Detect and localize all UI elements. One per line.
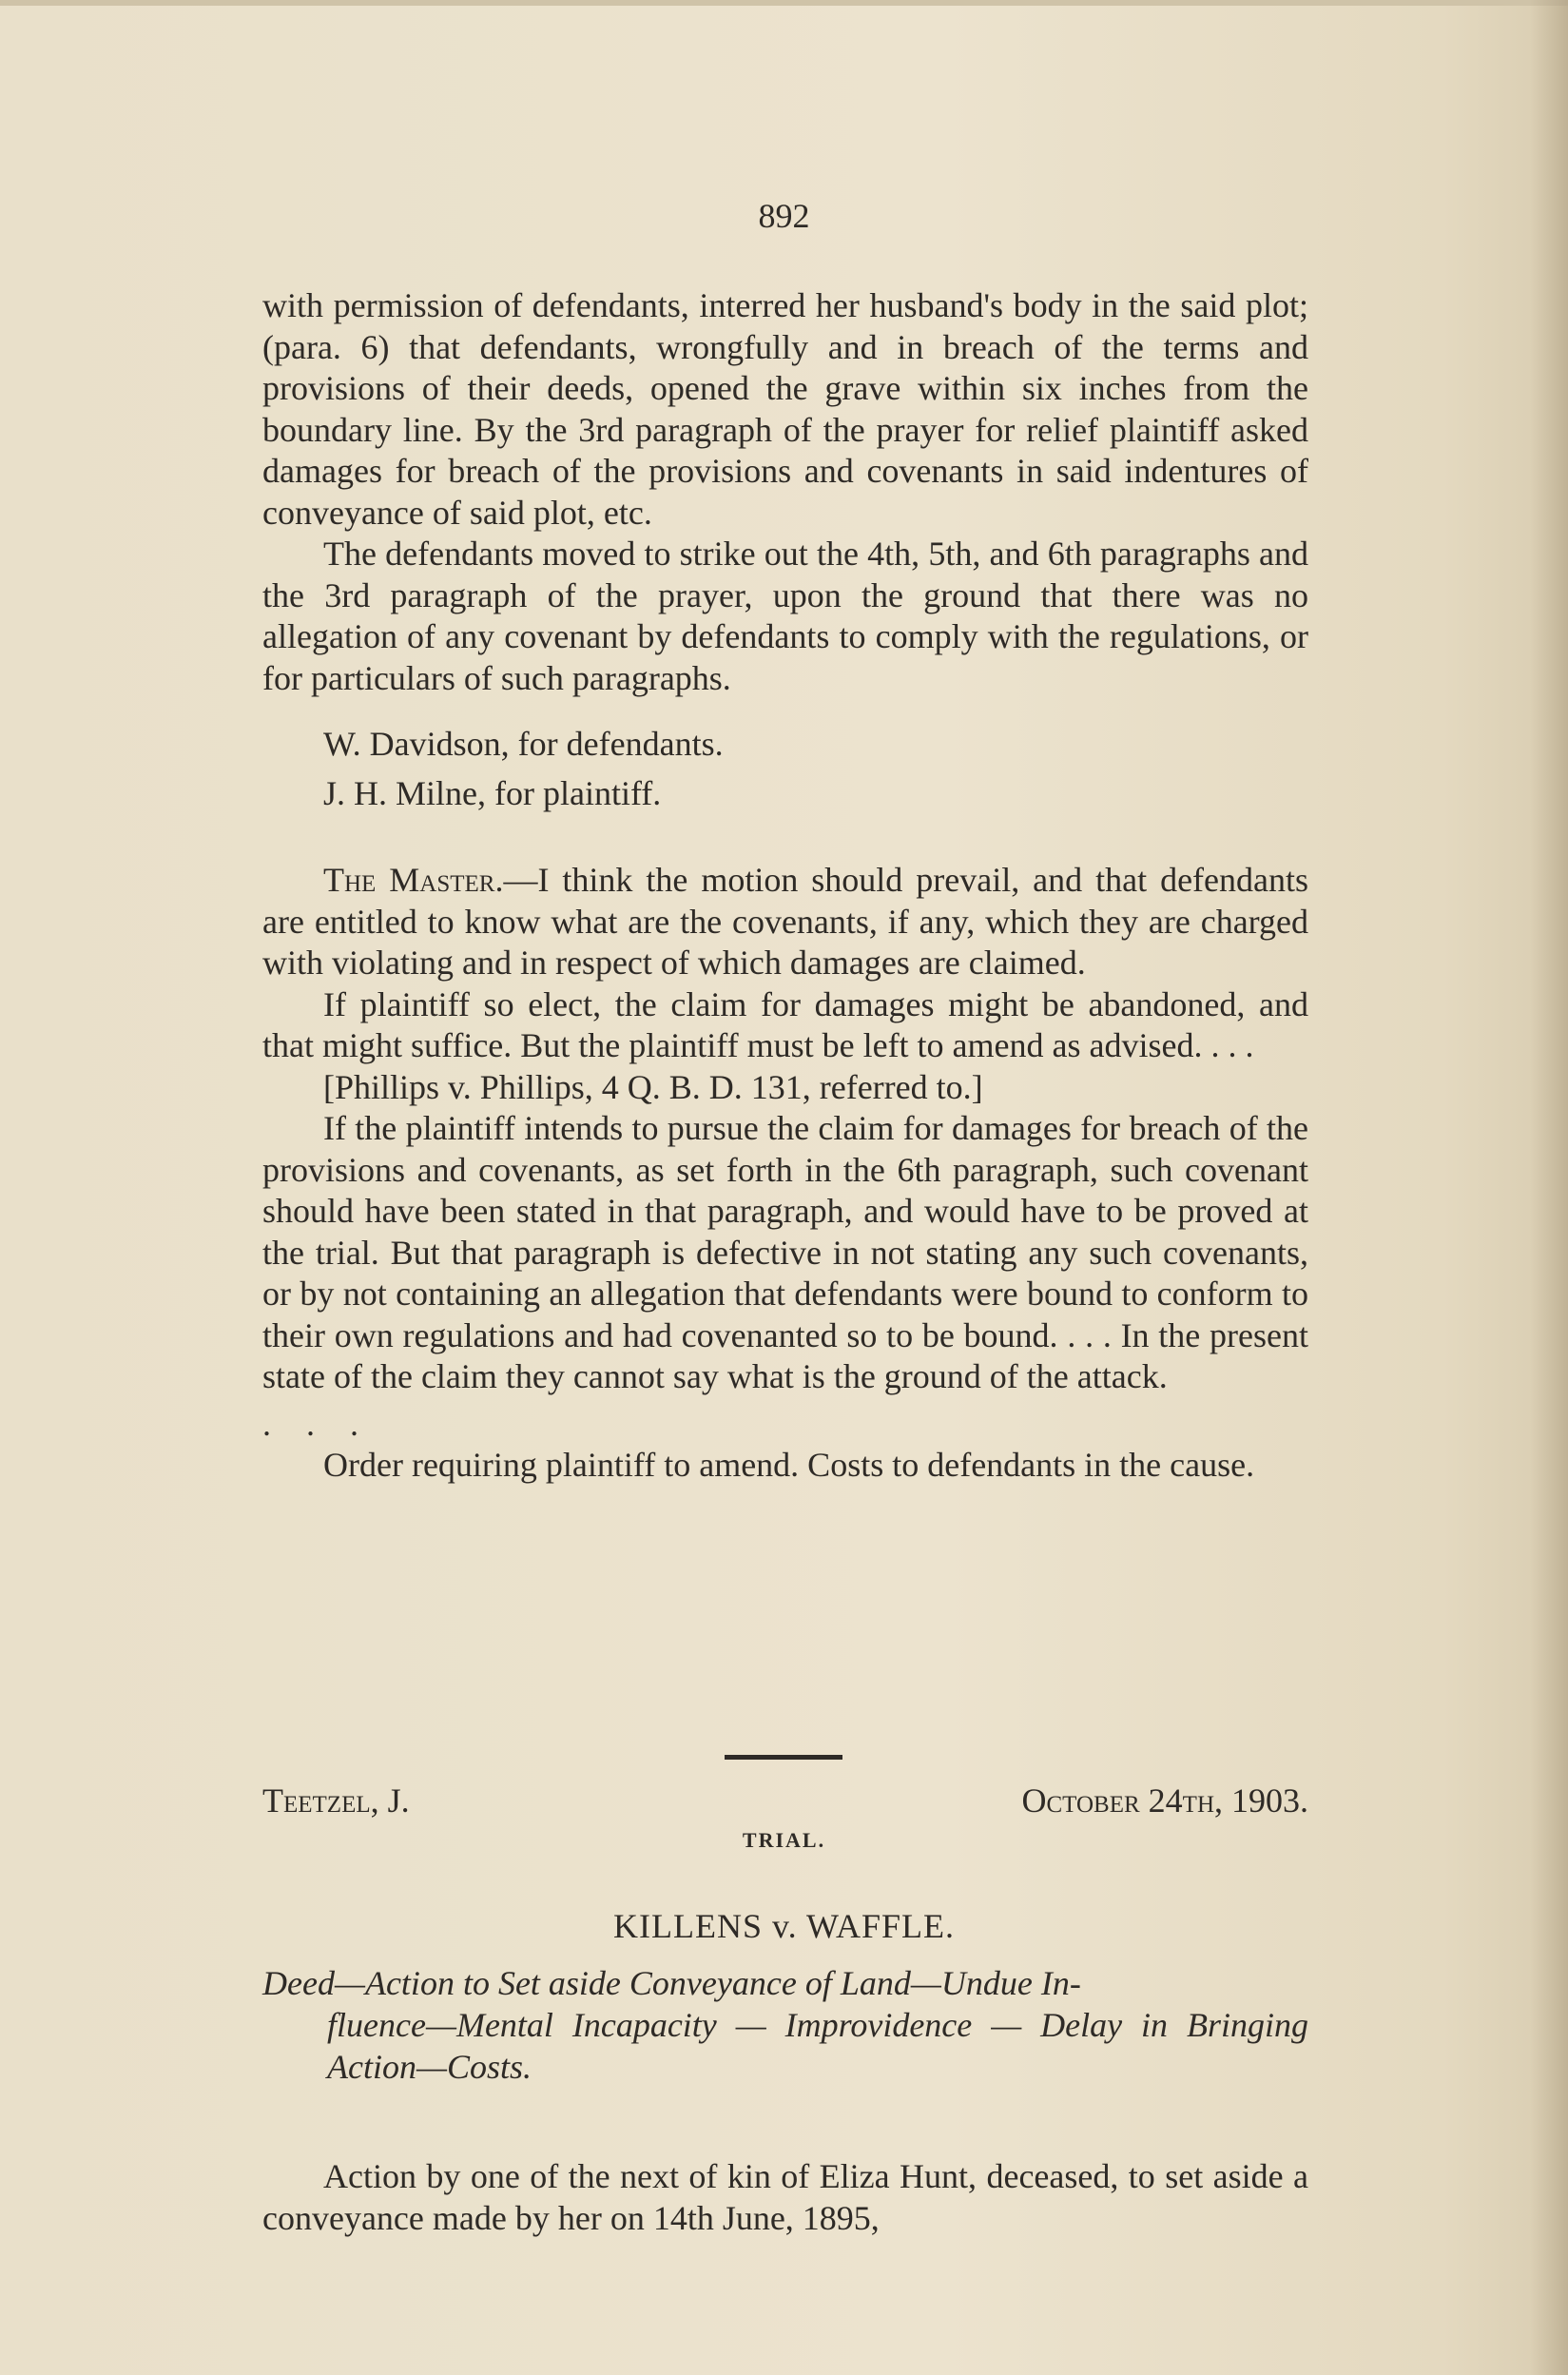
page-binding-shadow [1530,0,1568,2375]
paragraph-2: The defendants moved to strike out the 4th, 5th, and 6th paragraphs and the 3rd paragraph of the prayer, upon the ground that there was no allegation of any covenant by defendants to comply with the regulations, or for particulars of such paragraphs. [262,535,1308,697]
master-judgment [262,860,1308,984]
ellipsis: . . . [262,1404,372,1443]
paragraph-action: Action by one of the next of kin of Eliza Hunt, deceased, to set aside a conveyance made by her on 14th June, 1895, [262,2157,1308,2237]
body-text [262,285,1308,1487]
judgment-date: October 24th, 1903. [1021,1781,1308,1820]
paragraph-5: [Phillips v. Phillips, 4 Q. B. D. 131, referred to.] [323,1067,983,1106]
master-label: The Master. [323,861,504,899]
page-number: 892 [758,197,810,235]
paragraph-4: If plaintiff so elect, the claim for damages might be abandoned, and that might suffice. But the plaintiff must be left to amend as advised. . . . [262,984,1308,1064]
headnote [262,1962,1308,2088]
headnote-line-1: Deed—Action to Set aside Conveyance of Land—Undue In- [262,1964,1081,2002]
final-paragraph [262,2156,1308,2239]
paragraph-1: with permission of defendants, interred her husband's body in the said plot; (para. 6) that defendants, wrongfully and in breach of the terms and provisions of their deeds, opened the grave within six inches from the boundary line. By the 3rd paragraph of the prayer for relief plaintiff asked damages for breach of the provisions and covenants in said indentures of conveyance of said plot, etc. [262,286,1308,532]
judge-date-row [262,1781,1308,1820]
section-divider [725,1755,842,1760]
counsel-plaintiff: J. H. Milne, for plaintiff. [323,773,662,812]
page-top-edge [0,0,1568,6]
case-title: KILLENS v. WAFFLE. [613,1907,955,1945]
paragraph-7: Order requiring plaintiff to amend. Costs to defendants in the cause. [323,1446,1255,1484]
paragraph-6: If the plaintiff intends to pursue the claim for damages for breach of the provisions and covenants, as set forth in the 6th paragraph, such covenant should have been stated in that paragraph, and would have to be proved at the trial. But that paragraph is defective in not stating any such covenants, or by not containing an allegation that defendants were bound to conform to their own regulations and had covenanted so to be bound. . . . In the present state of the claim they cannot say what is the ground of the attack. [262,1109,1308,1395]
judge-name: Teetzel, J. [262,1781,410,1820]
headnote-continuation: fluence—Mental Incapacity — Improvidence — Delay in Bringing Action—Costs. [327,2006,1308,2086]
master-text: —I think the motion should prevail, and that defendants are entitled to know what are the covenants, if any, which they are charged with violating and in respect of which damages are claimed. [262,861,1308,982]
counsel-defendants: W. Davidson, for defendants. [323,725,724,763]
trial-label: TRIAL. [742,1828,826,1852]
